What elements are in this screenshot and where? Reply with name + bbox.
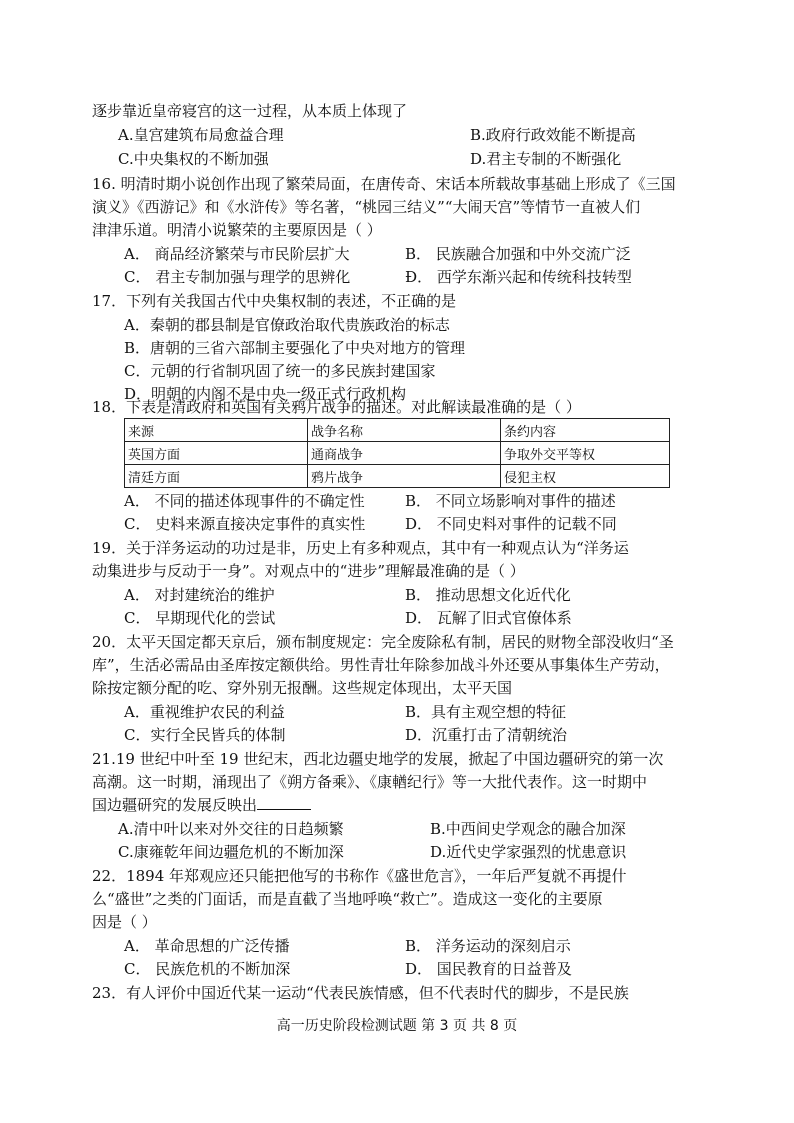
q22-option-a: A． 革命思想的广泛传播 [124, 937, 290, 955]
q15-option-a: A.皇宫建筑布局愈益合理 [118, 126, 284, 144]
q20-option-a: A．重视维护农民的利益 [124, 703, 285, 721]
q20-option-d: D．沉重打击了清朝统治 [405, 726, 568, 744]
q20-option-c: C．实行全民皆兵的体制 [124, 726, 286, 744]
q22-line-2: 么“盛世”之类的门面话，而是直截了当地呼唤“救亡”。造成这一变化的主要原 [92, 890, 603, 908]
q15-option-d: D.君主专制的不断强化 [470, 150, 622, 168]
table-cell: 鸦片战争 [308, 465, 501, 488]
table-row [125, 465, 670, 488]
q22-option-c: C． 民族危机的不断加深 [124, 960, 291, 978]
q16-option-a: A． 商品经济繁荣与市民阶层扩大 [124, 245, 350, 263]
q15-option-b: B.政府行政效能不断提高 [470, 126, 636, 144]
q22-line-1: 22．1894 年郑观应还只能把他写的书称作《盛世危言》，一年后严复就不再提什 [92, 867, 627, 885]
q21-stem-text: 国边疆研究的发展反映出 [92, 796, 258, 814]
q19-line-1: 19．关于洋务运动的功过是非，历史上有多种观点，其中有一种观点认为“洋务运 [92, 539, 629, 557]
table-cell: 战争名称 [308, 419, 501, 442]
q19-option-c: C． 早期现代化的尝试 [124, 609, 276, 627]
q20-line-3: 除按定额分配的吃、穿外别无报酬。这些规定体现出，太平天国 [92, 679, 513, 697]
table-cell: 条约内容 [501, 419, 670, 442]
q18-stem: 18．下表是清政府和英国有关鸦片战争的描述。对此解读最准确的是（ ） [92, 398, 581, 416]
q22-option-b: B． 洋务运动的深刻启示 [405, 937, 571, 955]
q16-option-c: C． 君主专制加强与理学的思辨化 [124, 268, 351, 286]
table-row [125, 419, 670, 442]
table-cell: 侵犯主权 [501, 465, 670, 488]
q19-option-a: A． 对封建统治的维护 [124, 586, 275, 604]
q21-option-a: A.清中叶以来对外交往的日趋频繁 [118, 820, 344, 838]
q21-option-b: B.中西间史学观念的融合加深 [430, 820, 626, 838]
q18-option-c: C． 史料来源直接决定事件的真实性 [124, 515, 366, 533]
q21-option-c: C.康雍乾年间边疆危机的不断加深 [118, 843, 344, 861]
q21-line-3 [92, 794, 311, 816]
q17-option-d: D．明朝的内阁不是中央一级正式行政机构 [124, 385, 407, 403]
answer-blank [257, 795, 311, 810]
page-footer: 高一历史阶段检测试题 第 3 页 共 8 页 [276, 1018, 518, 1034]
q16-line-1: 16. 明清时期小说创作出现了繁荣局面，在唐传奇、宋话本所载故事基础上形成了《三国 [92, 175, 676, 193]
q15-option-c: C.中央集权的不断加强 [118, 150, 269, 168]
q16-option-b: B． 民族融合加强和中外交流广泛 [405, 245, 631, 263]
q23-line-1: 23．有人评价中国近代某一运动“代表民族情感，但不代表时代的脚步，不是民族 [92, 984, 629, 1002]
table-cell: 来源 [125, 419, 308, 442]
q18-option-d: D． 不同史料对事件的记载不同 [405, 515, 617, 533]
q17-option-c: C．元朝的行省制巩固了统一的多民族封建国家 [124, 362, 436, 380]
table-cell: 通商战争 [308, 442, 501, 465]
q20-option-b: B．具有主观空想的特征 [405, 703, 567, 721]
q20-line-2: 库”，生活必需品由圣库按定额供给。男性青壮年除参加战斗外还要从事集体生产劳动， [92, 656, 670, 674]
q21-line-2: 高潮。这一时期，涌现出了《朔方备乘》、《康輶纪行》等一大批代表作。这一时期中 [92, 773, 648, 791]
q21-option-d: D.近代史学家强烈的忧患意识 [430, 843, 627, 861]
q19-option-b: B． 推动思想文化近代化 [405, 586, 571, 604]
q17-option-b: B．唐朝的三省六部制主要强化了中央对地方的管理 [124, 339, 466, 357]
q19-option-d: D． 瓦解了旧式官僚体系 [405, 609, 572, 627]
q20-line-1: 20．太平天国定都天京后，颁布制度规定：完全废除私有制，居民的财物全部没收归“圣 [92, 633, 674, 651]
q18-option-b: B． 不同立场影响对事件的描述 [405, 492, 616, 510]
table-cell: 英国方面 [125, 442, 308, 465]
q17-stem: 17．下列有关我国古代中央集权制的表述，不正确的是 [92, 292, 457, 310]
q21-line-1: 21.19 世纪中叶至 19 世纪末，西北边疆史地学的发展，掀起了中国边疆研究的第一次 [92, 750, 664, 768]
q17-option-a: A．秦朝的郡县制是官僚政治取代贵族政治的标志 [124, 316, 450, 334]
table-cell: 清廷方面 [125, 465, 308, 488]
q15-stem: 逐步靠近皇帝寝宫的这一过程，从本质上体现了 [92, 102, 408, 120]
q22-line-3: 因是（ ） [92, 913, 157, 931]
q18-source-table [124, 418, 670, 488]
q18-option-a: A． 不同的描述体现事件的不确定性 [124, 492, 365, 510]
table-row [125, 442, 670, 465]
q16-line-2: 演义》《西游记》和《水浒传》等名著，“桃园三结义”“大闹天宫”等情节一直被人们 [92, 198, 641, 216]
q16-line-3: 津津乐道。明清小说繁荣的主要原因是（ ） [92, 221, 382, 239]
q19-line-2: 动集进步与反动于一身”。对观点中的“进步”理解最准确的是（ ） [92, 562, 525, 580]
q22-option-d: D． 国民教育的日益普及 [405, 960, 572, 978]
table-cell: 争取外交平等权 [501, 442, 670, 465]
q16-option-d: Đ． 西学东渐兴起和传统科技转型 [405, 268, 632, 286]
